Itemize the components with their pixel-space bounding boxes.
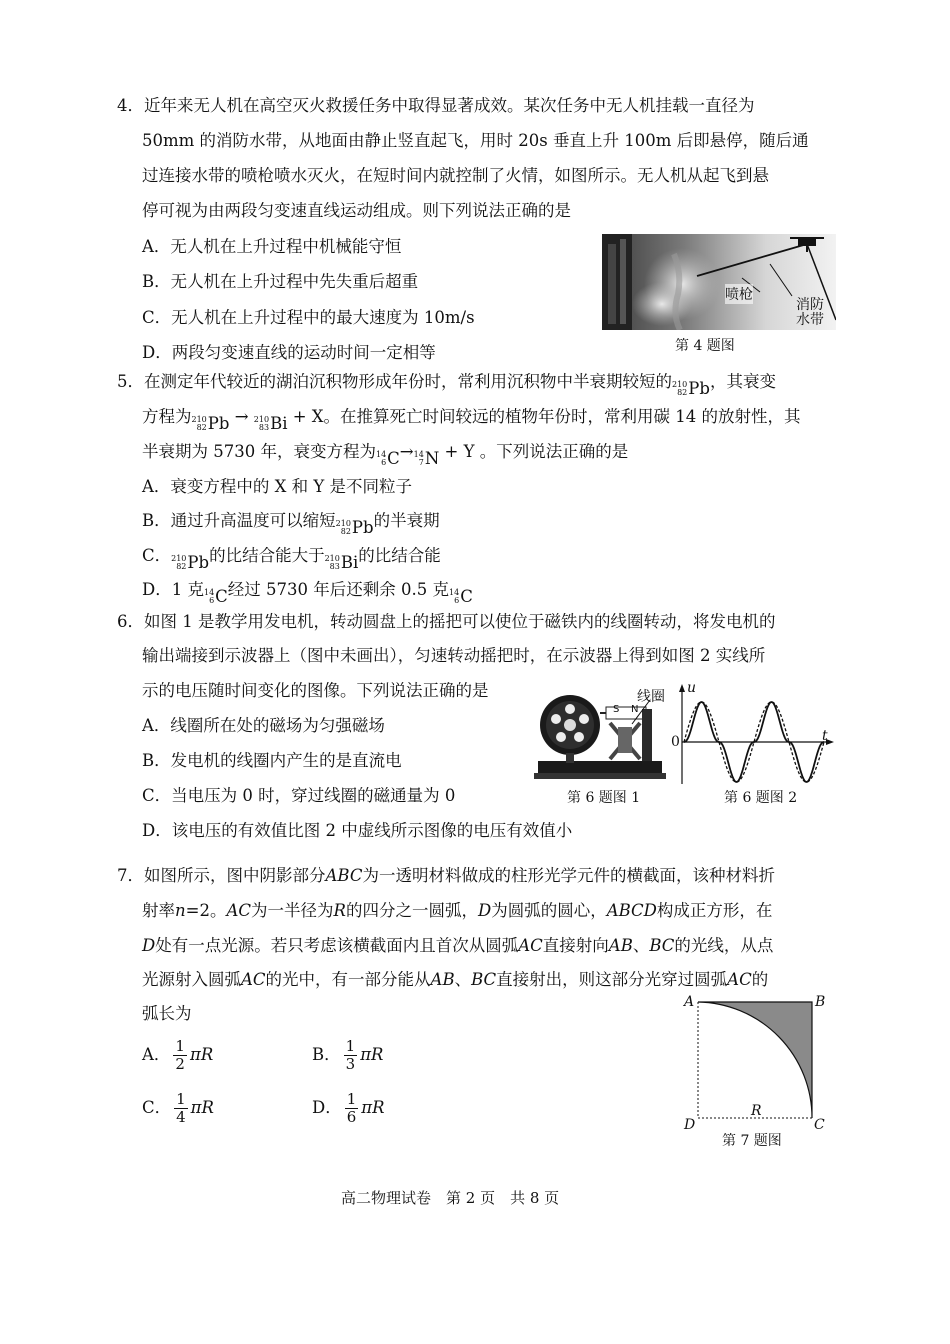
var-ac: AC bbox=[727, 970, 752, 989]
q7-figure-caption: 第 7 题图 bbox=[722, 1133, 782, 1149]
pb-atomic: 82 bbox=[677, 388, 688, 397]
q7-text: 光源射入圆弧 bbox=[142, 970, 241, 989]
q5-line-3-text: 半衰期为 5730 年，衰变方程为 bbox=[142, 442, 376, 461]
q7-line-5: 弧长为 bbox=[142, 1004, 192, 1023]
page-footer: 高二物理试卷 第 2 页 共 8 页 bbox=[341, 1189, 560, 1207]
q7-text: 直接射出，则这部分光穿过圆弧 bbox=[496, 970, 728, 989]
equation-c bbox=[376, 449, 400, 469]
q7-line-4 bbox=[142, 970, 768, 990]
var-r: R bbox=[333, 901, 346, 920]
pi-r: πR bbox=[190, 1098, 214, 1117]
c-symbol: C bbox=[460, 587, 473, 606]
q6-line-1: 6．如图 1 是教学用发电机，转动圆盘上的摇把可以使位于磁铁内的线圈转动，将发电机的 bbox=[117, 612, 776, 631]
q6-option-a: A．线圈所在处的磁场为匀强磁场 bbox=[142, 716, 385, 735]
c-mass: 14 bbox=[203, 588, 215, 597]
denominator: 3 bbox=[345, 1054, 356, 1073]
q6-figure-1-caption: 第 6 题图 1 bbox=[567, 790, 641, 806]
option-label: C． bbox=[142, 1098, 172, 1117]
nuclide-c bbox=[449, 587, 473, 607]
arrow-symbol: → bbox=[234, 407, 249, 426]
q7-text: 、 bbox=[632, 936, 650, 955]
q6-option-b: B．发电机的线圈内产生的是直流电 bbox=[142, 751, 402, 770]
pb-mass: 210 bbox=[171, 554, 187, 563]
q5-option-c bbox=[142, 546, 441, 573]
fraction bbox=[344, 1038, 358, 1073]
plus-symbol: + bbox=[444, 442, 459, 461]
c-atomic: 6 bbox=[381, 458, 387, 467]
point-a-label: A bbox=[684, 994, 695, 1010]
option-label: A． bbox=[142, 1045, 171, 1064]
q6-line-3: 示的电压随时间变化的图像。下列说法正确的是 bbox=[142, 681, 489, 700]
denominator: 6 bbox=[346, 1107, 357, 1126]
bi-mass: 210 bbox=[324, 554, 340, 563]
c-mass: 14 bbox=[449, 588, 460, 597]
y-axis-arrow bbox=[679, 684, 685, 692]
c-atomic: 6 bbox=[209, 596, 215, 605]
q7-text: 为一半径为 bbox=[251, 901, 334, 920]
nuclide-pb bbox=[171, 553, 209, 573]
q4-option-c: C．无人机在上升过程中的最大速度为 10m/s bbox=[142, 308, 475, 327]
n-mass: 14 bbox=[413, 450, 424, 459]
fraction bbox=[345, 1091, 359, 1126]
q5-option-b-text: B．通过升高温度可以缩短 bbox=[142, 511, 336, 530]
q6-option-d: D．该电压的有效值比图 2 中虚线所示图像的电压有效值小 bbox=[142, 821, 573, 840]
c-symbol: C bbox=[215, 587, 228, 606]
q4-option-d: D．两段匀变速直线的运动时间一定相等 bbox=[142, 343, 436, 362]
q6-option-c: C．当电压为 0 时，穿过线圈的磁通量为 0 bbox=[142, 786, 456, 805]
axis-label-u: u bbox=[687, 680, 697, 696]
denominator: 4 bbox=[176, 1107, 186, 1126]
q5-option-d-text: D．1 克 bbox=[142, 580, 204, 599]
var-abcd: ABCD bbox=[606, 901, 657, 920]
q5-option-d bbox=[142, 580, 473, 607]
var-ac: AC bbox=[226, 901, 252, 920]
q4-label-hose-1: 消防 bbox=[796, 297, 824, 313]
q7-line-1-a: 7．如图所示，图中阴影部分 bbox=[117, 866, 326, 885]
q6-voltage-graph bbox=[670, 680, 836, 790]
q4-line-3: 过连接水带的喷枪喷水灭火，在短时间内就控制了火情，如图所示。无人机从起飞到悬 bbox=[142, 166, 769, 185]
q5-option-d-mid: 经过 5730 年后还剩余 0.5 克 bbox=[227, 580, 450, 599]
bi-symbol: Bi bbox=[270, 414, 288, 433]
var-ac: AC bbox=[518, 936, 543, 955]
point-d-label: D bbox=[684, 1117, 696, 1133]
q7-text: 的 bbox=[751, 970, 769, 989]
pb-atomic: 82 bbox=[340, 527, 351, 536]
pb-mass: 210 bbox=[672, 380, 688, 389]
q6-label-coil: 线圈 bbox=[637, 689, 665, 705]
q7-option-a bbox=[142, 1035, 213, 1075]
point-c-label: C bbox=[814, 1117, 825, 1133]
q6-line-2: 输出端接到示波器上（图中未画出），匀速转动摇把时，在示波器上得到如图 2 实线所 bbox=[142, 646, 766, 665]
q4-figure-caption: 第 4 题图 bbox=[675, 338, 735, 354]
q5-line-2 bbox=[142, 407, 801, 434]
q5-option-c-label: C． bbox=[142, 546, 172, 565]
pi-r: πR bbox=[361, 1098, 385, 1117]
q7-line-3 bbox=[142, 936, 773, 956]
q7-option-d bbox=[312, 1088, 385, 1128]
numerator: 1 bbox=[345, 1036, 356, 1055]
pb-symbol: Pb bbox=[207, 414, 230, 433]
radius-r-label: R bbox=[751, 1103, 762, 1119]
pi-r: πR bbox=[360, 1045, 384, 1064]
q4-line-1: 4．近年来无人机在高空灭火救援任务中取得显著成效。某次任务中无人机挂载一直径为 bbox=[117, 96, 755, 115]
axis-origin-label: 0 bbox=[671, 734, 680, 750]
q5-line-1-end: ，其衰变 bbox=[709, 372, 776, 391]
nuclide-pb bbox=[336, 518, 374, 538]
q7-text: =2。 bbox=[185, 901, 227, 920]
option-label: B． bbox=[312, 1045, 341, 1064]
nuclide-pb bbox=[672, 379, 710, 399]
equation-n bbox=[414, 449, 440, 469]
q5-option-a: A．衰变方程中的 X 和 Y 是不同粒子 bbox=[142, 477, 413, 496]
q7-line-1-c: 为一透明材料做成的柱形光学元件的横截面，该种材料折 bbox=[362, 866, 775, 885]
fraction bbox=[173, 1038, 187, 1073]
q4-line-2: 50mm 的消防水带，从地面由静止竖直起飞，用时 20s 垂直上升 100m 后即悬停，随后通 bbox=[142, 131, 809, 150]
pb-atomic: 82 bbox=[196, 423, 207, 432]
pb-mass: 210 bbox=[191, 415, 207, 424]
fraction bbox=[174, 1091, 188, 1126]
var-bc: BC bbox=[649, 936, 675, 955]
var-d: D bbox=[477, 901, 492, 920]
q7-abc: ABC bbox=[325, 866, 363, 885]
q7-option-c bbox=[142, 1088, 214, 1128]
var-ab: AB bbox=[608, 936, 633, 955]
n-symbol: N bbox=[424, 449, 440, 468]
q7-text: 的光线，从点 bbox=[674, 936, 774, 955]
q7-line-2 bbox=[142, 901, 772, 921]
pb-symbol: Pb bbox=[187, 553, 210, 572]
q7-text: 的四分之一圆弧， bbox=[345, 901, 478, 920]
q5-option-b bbox=[142, 511, 440, 538]
c-mass: 14 bbox=[375, 450, 387, 459]
equation-pb bbox=[192, 414, 230, 434]
q5-line-3-end: 。下列说法正确的是 bbox=[479, 442, 629, 461]
q7-text: 直接射向 bbox=[542, 936, 609, 955]
q4-label-hose-2: 水带 bbox=[796, 312, 824, 328]
var-d: D bbox=[142, 936, 156, 955]
numerator: 1 bbox=[176, 1089, 186, 1108]
x-particle: X bbox=[311, 407, 324, 426]
axis-label-t: t bbox=[822, 728, 828, 744]
pi-r: πR bbox=[189, 1045, 214, 1064]
q4-option-b: B．无人机在上升过程中先失重后超重 bbox=[142, 272, 419, 291]
q7-text: 射率 bbox=[142, 901, 175, 920]
q7-line-1 bbox=[117, 866, 775, 886]
q6-coil-pointer bbox=[630, 698, 670, 728]
bi-atomic: 83 bbox=[258, 423, 270, 432]
q5-line-1 bbox=[117, 372, 776, 399]
pb-mass: 210 bbox=[335, 519, 351, 528]
y-particle: Y bbox=[463, 442, 475, 461]
q6-figure-2-caption: 第 6 题图 2 bbox=[724, 790, 798, 806]
q7-text: 处有一点光源。若只考虑该横截面内且首次从圆弧 bbox=[155, 936, 519, 955]
denominator: 2 bbox=[175, 1054, 185, 1073]
q5-option-c-end: 的比结合能 bbox=[358, 546, 441, 565]
pb-symbol: Pb bbox=[351, 518, 374, 537]
var-ac: AC bbox=[241, 970, 266, 989]
pb-symbol: Pb bbox=[688, 379, 710, 398]
numerator: 1 bbox=[175, 1036, 185, 1055]
q7-option-b bbox=[312, 1035, 383, 1075]
q5-line-3 bbox=[142, 442, 628, 469]
arrow-symbol: → bbox=[399, 442, 414, 461]
nuclide-bi bbox=[325, 553, 359, 573]
bi-atomic: 83 bbox=[329, 562, 340, 571]
q4-line-4: 停可视为由两段匀变速直线运动组成。则下列说法正确的是 bbox=[142, 201, 571, 220]
numerator: 1 bbox=[346, 1089, 357, 1108]
c-symbol: C bbox=[387, 449, 400, 468]
plus-symbol: + bbox=[292, 407, 307, 426]
q5-line-2-text: 方程为 bbox=[142, 407, 192, 426]
shaded-region-abc bbox=[698, 1002, 812, 1118]
magnet-s-label: S bbox=[613, 704, 620, 715]
pb-atomic: 82 bbox=[176, 562, 187, 571]
bi-mass: 210 bbox=[253, 415, 270, 424]
q4-option-a: A．无人机在上升过程中机械能守恒 bbox=[142, 237, 402, 256]
c-atomic: 6 bbox=[454, 596, 460, 605]
q7-text: 为圆弧的圆心， bbox=[491, 901, 607, 920]
equation-bi bbox=[254, 414, 288, 434]
q7-text: 的光中，有一部分能从 bbox=[265, 970, 431, 989]
q5-line-1-text: 5．在测定年代较近的湖泊沉积物形成年份时，常利用沉积物中半衰期较短的 bbox=[117, 372, 672, 391]
point-b-label: B bbox=[815, 994, 826, 1010]
q7-text: 构成正方形，在 bbox=[656, 901, 773, 920]
n-atomic: 7 bbox=[418, 458, 424, 467]
q5-line-2-end: 。在推算死亡时间较远的植物年份时，常利用碳 14 的放射性，其 bbox=[323, 407, 801, 426]
var-n: n bbox=[175, 901, 186, 920]
q5-option-c-mid: 的比结合能大于 bbox=[209, 546, 325, 565]
var-bc: BC bbox=[471, 970, 497, 989]
var-ab: AB bbox=[430, 970, 455, 989]
q5-option-b-end: 的半衰期 bbox=[373, 511, 440, 530]
q4-label-spray-gun: 喷枪 bbox=[725, 284, 753, 304]
magnet-n-label: N bbox=[631, 704, 639, 715]
q7-text: 、 bbox=[454, 970, 472, 989]
bi-symbol: Bi bbox=[340, 553, 359, 572]
nuclide-c bbox=[204, 587, 228, 607]
option-label: D． bbox=[312, 1098, 342, 1117]
